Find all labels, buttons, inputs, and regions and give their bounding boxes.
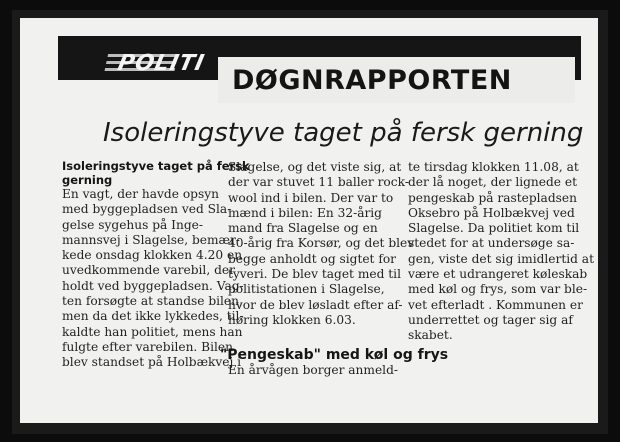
body-line: vet efterladt . Kommunen er bbox=[408, 297, 583, 312]
body-line: wool ind i bilen. Der var to bbox=[228, 190, 394, 205]
police-logo bbox=[97, 52, 214, 76]
body-line: underrettet og tager sig af bbox=[408, 312, 573, 327]
body-line: Slagelse. Da politiet kom til bbox=[408, 221, 580, 236]
body-line: gelse sygehus på Inge- bbox=[62, 217, 203, 232]
body-line: begge anholdt og sigtet for bbox=[228, 251, 397, 266]
body-line: der var stuvet 11 baller rock- bbox=[228, 175, 409, 190]
body-line: te tirsdag klokken 11.08, at bbox=[408, 160, 579, 174]
body-line: pengeskab på rastepladsen bbox=[408, 190, 577, 205]
body-line: være et udrangeret køleskab bbox=[408, 267, 588, 282]
body-line: gen, viste det sig imidlertid at bbox=[408, 251, 594, 266]
body-line: men da det ikke lykkedes, til- bbox=[62, 309, 244, 324]
body-line: mand fra Slagelse og en bbox=[228, 221, 378, 236]
body-line: En årvågen borger anmeld- bbox=[228, 363, 398, 377]
body-line: fulgte efter varebilen. Bilen bbox=[62, 339, 233, 354]
body-line: tyveri. De blev taget med til bbox=[228, 267, 401, 282]
article-headline: Isoleringstyve taget på fersk gerning bbox=[103, 118, 584, 148]
body-line: ten forsøgte at standse bilen, bbox=[62, 294, 243, 309]
section-title: DØGNRAPPORTEN bbox=[232, 65, 512, 96]
body-line: blev standset på Holbækvej i bbox=[62, 355, 242, 370]
body-line: uvedkommende varebil, der bbox=[62, 263, 235, 278]
body-line: kede onsdag klokken 4.20 en bbox=[62, 248, 243, 263]
article-column-3 bbox=[408, 160, 594, 344]
body-line: Oksebro på Holbækvej ved bbox=[408, 205, 575, 220]
body-line: 40-årig fra Korsør, og det blev bbox=[228, 236, 415, 251]
body-line: stedet for at undersøge sa- bbox=[408, 236, 575, 251]
body-line: høring klokken 6.03. bbox=[228, 312, 356, 327]
article-column-1 bbox=[62, 159, 250, 371]
body-line: kaldte han politiet, mens han bbox=[62, 324, 243, 339]
article-kicker: Isoleringstyve taget på fersk bbox=[62, 159, 250, 173]
article-kicker: gerning bbox=[62, 172, 113, 187]
body-line: med byggepladsen ved Sla- bbox=[62, 202, 232, 217]
body-line: hvor de blev løsladt efter af- bbox=[228, 297, 403, 312]
body-line: skabet. bbox=[408, 328, 453, 343]
body-line: mænd i bilen: En 32-årig bbox=[228, 205, 382, 220]
body-line: med køl og frys, som var ble- bbox=[408, 282, 588, 297]
article-column-2 bbox=[228, 160, 415, 328]
body-line: der lå noget, der lignede et bbox=[408, 175, 577, 190]
body-line: En vagt, der havde opsyn bbox=[62, 187, 219, 201]
body-line: mannsvej i Slagelse, bemær- bbox=[62, 232, 240, 247]
body-line: Slagelse, og det viste sig, at bbox=[228, 160, 402, 174]
police-logo-text: POLITI bbox=[115, 51, 207, 76]
body-line: politistationen i Slagelse, bbox=[228, 282, 385, 297]
body-line: holdt ved byggepladsen. Vag- bbox=[62, 278, 244, 293]
article-subheading: "Pengeskab" med køl og frys bbox=[220, 347, 449, 363]
